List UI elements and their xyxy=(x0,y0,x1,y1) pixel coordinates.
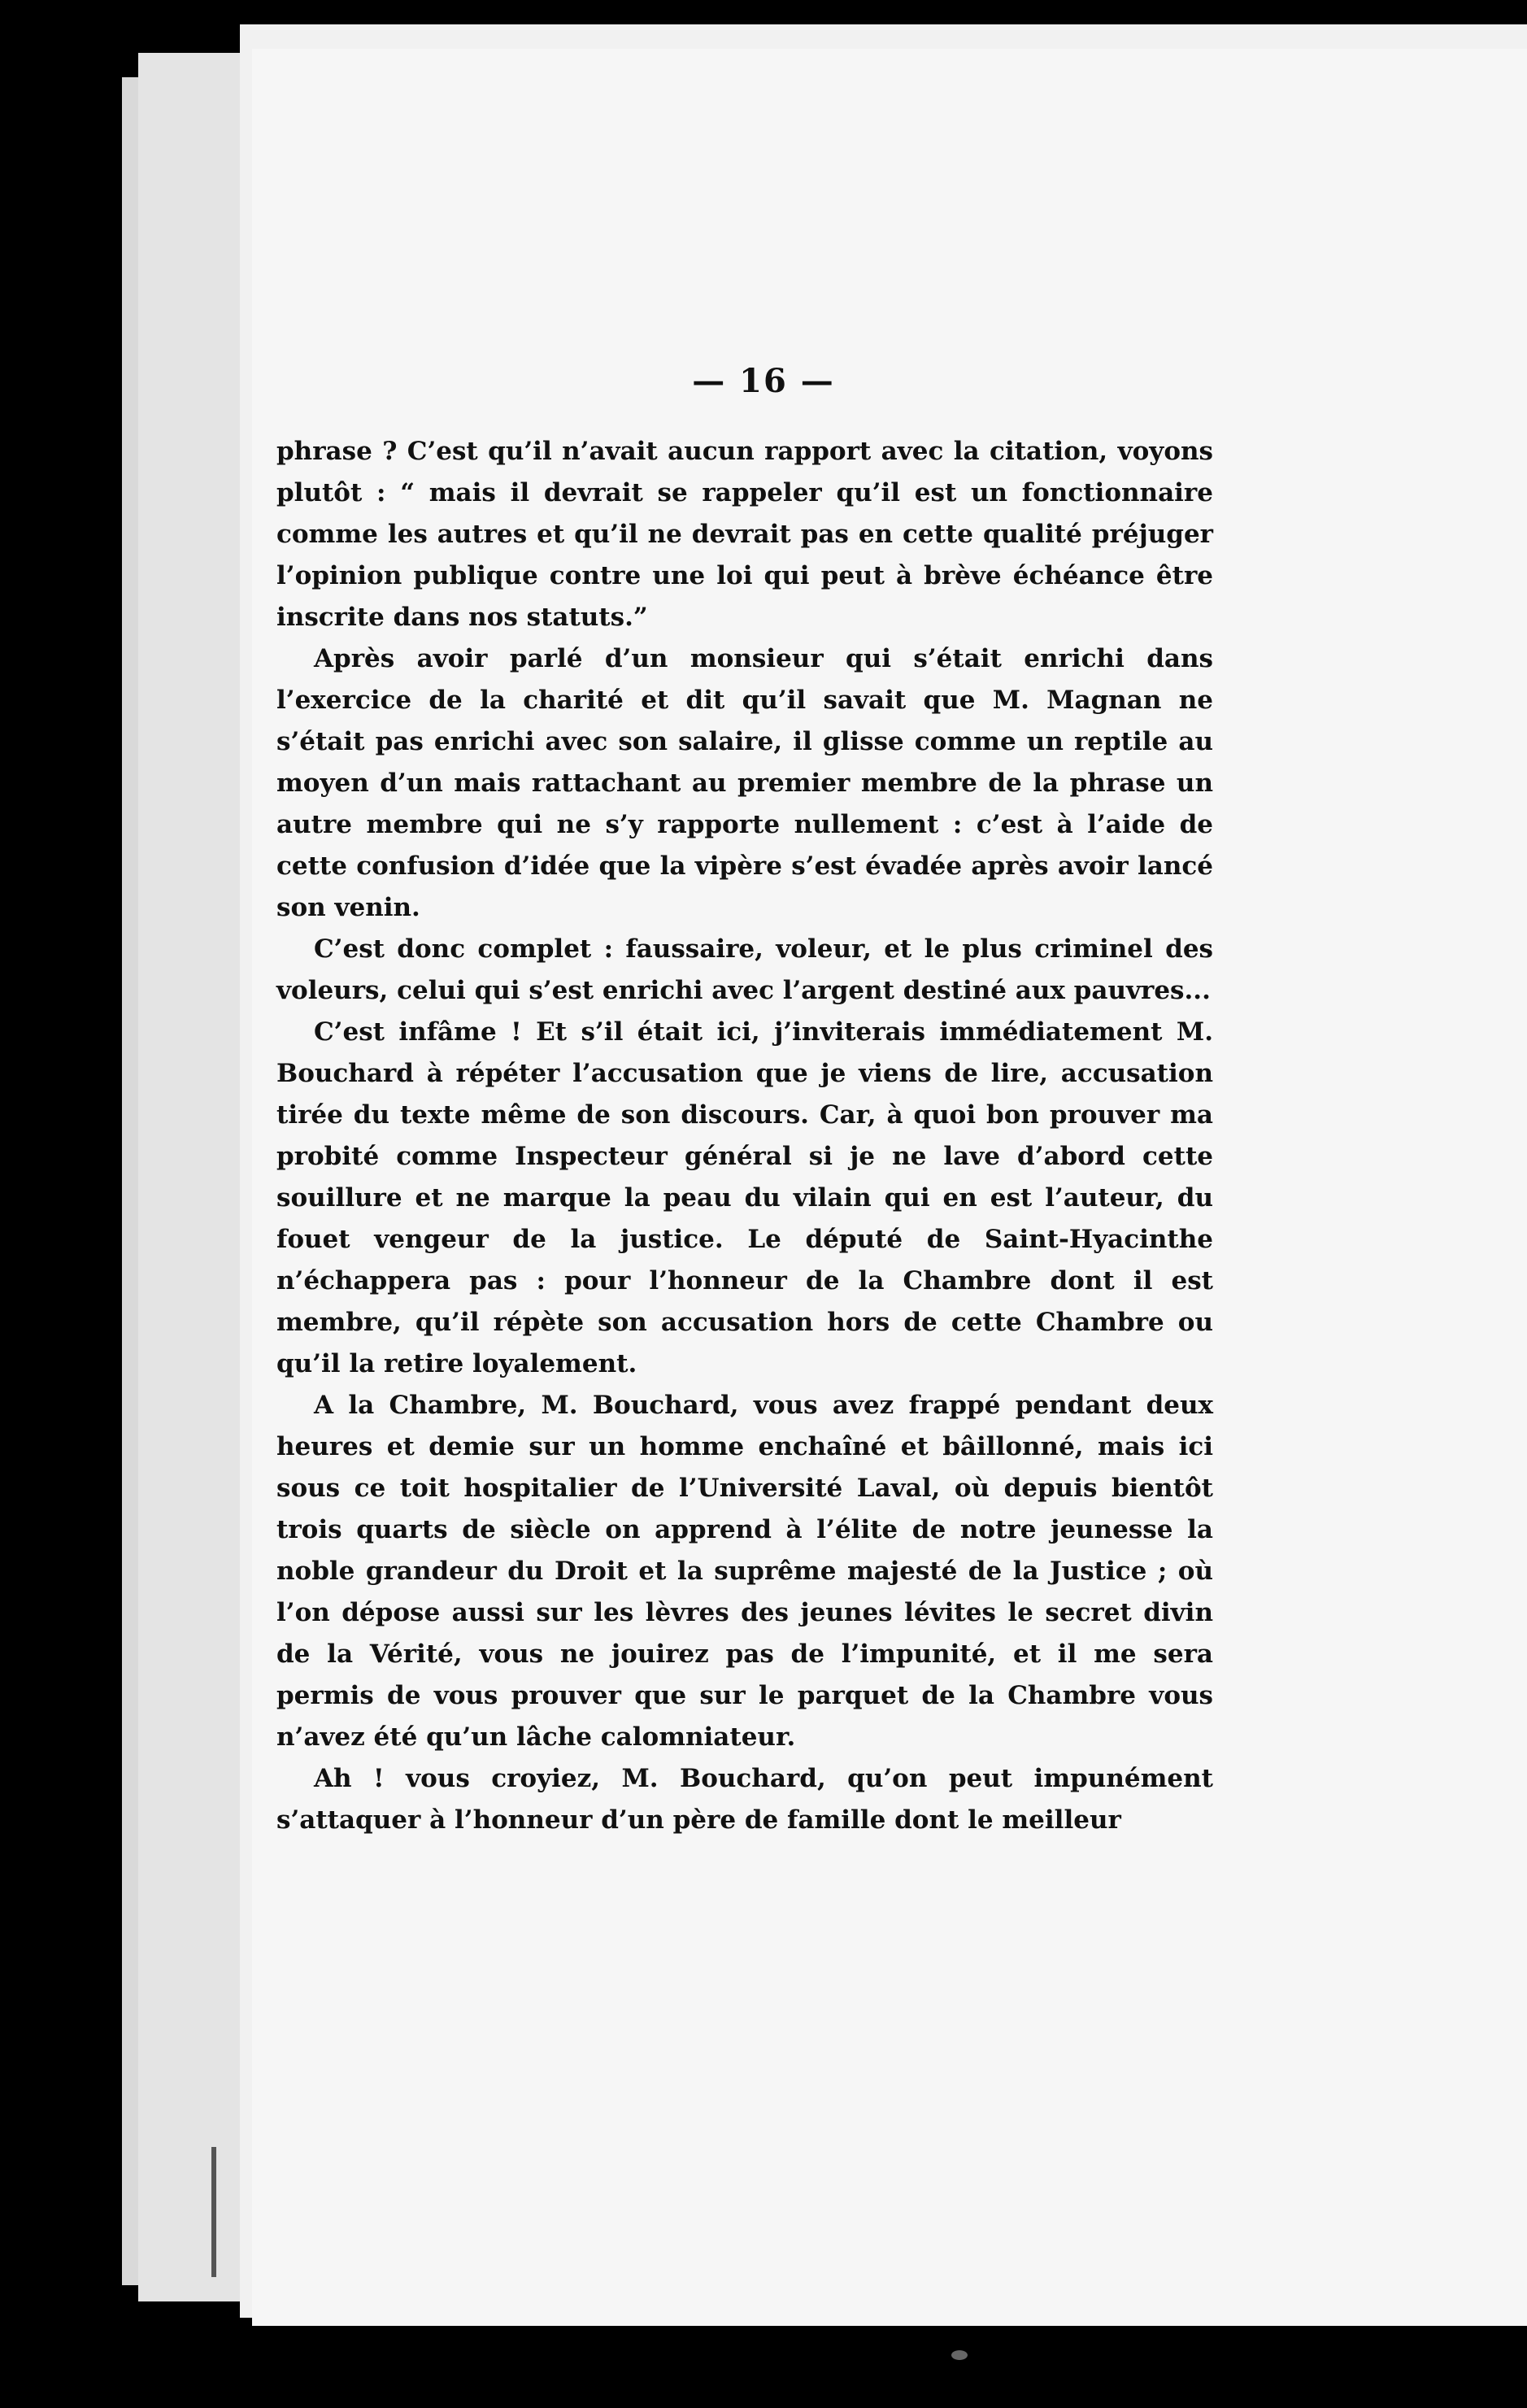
page-number: — 16 — xyxy=(692,362,835,400)
body-text xyxy=(276,431,1213,1841)
paragraph-2: Après avoir parlé d’un monsieur qui s’était enrichi dans l’exercice de la charité et dit qu’il savait que M. Magnan ne s’était pas enrichi avec son salaire, il glisse comme un reptile au moyen d’un mais rattachant au premier membre de la phrase un autre membre qui ne s’y rapporte nullement : c’est à l’aide de cette confusion d’idée que la vipère s’est évadée après avoir lancé son venin. xyxy=(276,644,1213,922)
paragraph-3: C’est donc complet : faussaire, voleur, et le plus criminel des voleurs, celui qui s’est enrichi avec l’argent destiné aux pauvres... xyxy=(276,934,1213,1005)
paragraph-4: C’est infâme ! Et s’il était ici, j’inviterais immédiatement M. Bouchard à répéter l’accusation que je viens de lire, accusation tirée du texte même de son discours. Car, à quoi bon prouver ma probité comme Inspecteur général si je ne lave d’abord cette souillure et ne marque la peau du vilain qui en est l’auteur, du fouet vengeur de la justice. Le député de Saint-Hyacinthe n’échappera pas : pour l’honneur de la Chambre dont il est membre, qu’il répète son accusation hors de cette Chambre ou qu’il la retire loyalement. xyxy=(276,1017,1213,1378)
paragraph-5: A la Chambre, M. Bouchard, vous avez frappé pendant deux heures et demie sur un homme enchaîné et bâillonné, mais ici sous ce toit hospitalier de l’Université Laval, où depuis bientôt trois quarts de siècle on apprend à l’élite de notre jeunesse la noble grandeur du Droit et la suprême majesté de la Justice ; où l’on dépose aussi sur les lèvres des jeunes lévites le secret divin de la Vérité, vous ne jouirez pas de l’impunité, et il me sera permis de vous prouver que sur le parquet de la Chambre vous n’avez été qu’un lâche calomniateur. xyxy=(276,1391,1213,1752)
page-edge-mark xyxy=(211,2147,216,2277)
scan-artifact xyxy=(951,2350,968,2360)
paragraph-6: Ah ! vous croyiez, M. Bouchard, qu’on peut impunément s’attaquer à l’honneur d’un père de famille dont le meilleur xyxy=(276,1764,1213,1835)
paragraph-1: phrase ? C’est qu’il n’avait aucun rapport avec la citation, voyons plutôt : “ mais il devrait se rappeler qu’il est un fonctionnaire comme les autres et qu’il ne devrait pas en cette qualité préjuger l’opinion publique contre une loi qui peut à brève échéance être inscrite dans nos statuts.” xyxy=(276,437,1213,632)
